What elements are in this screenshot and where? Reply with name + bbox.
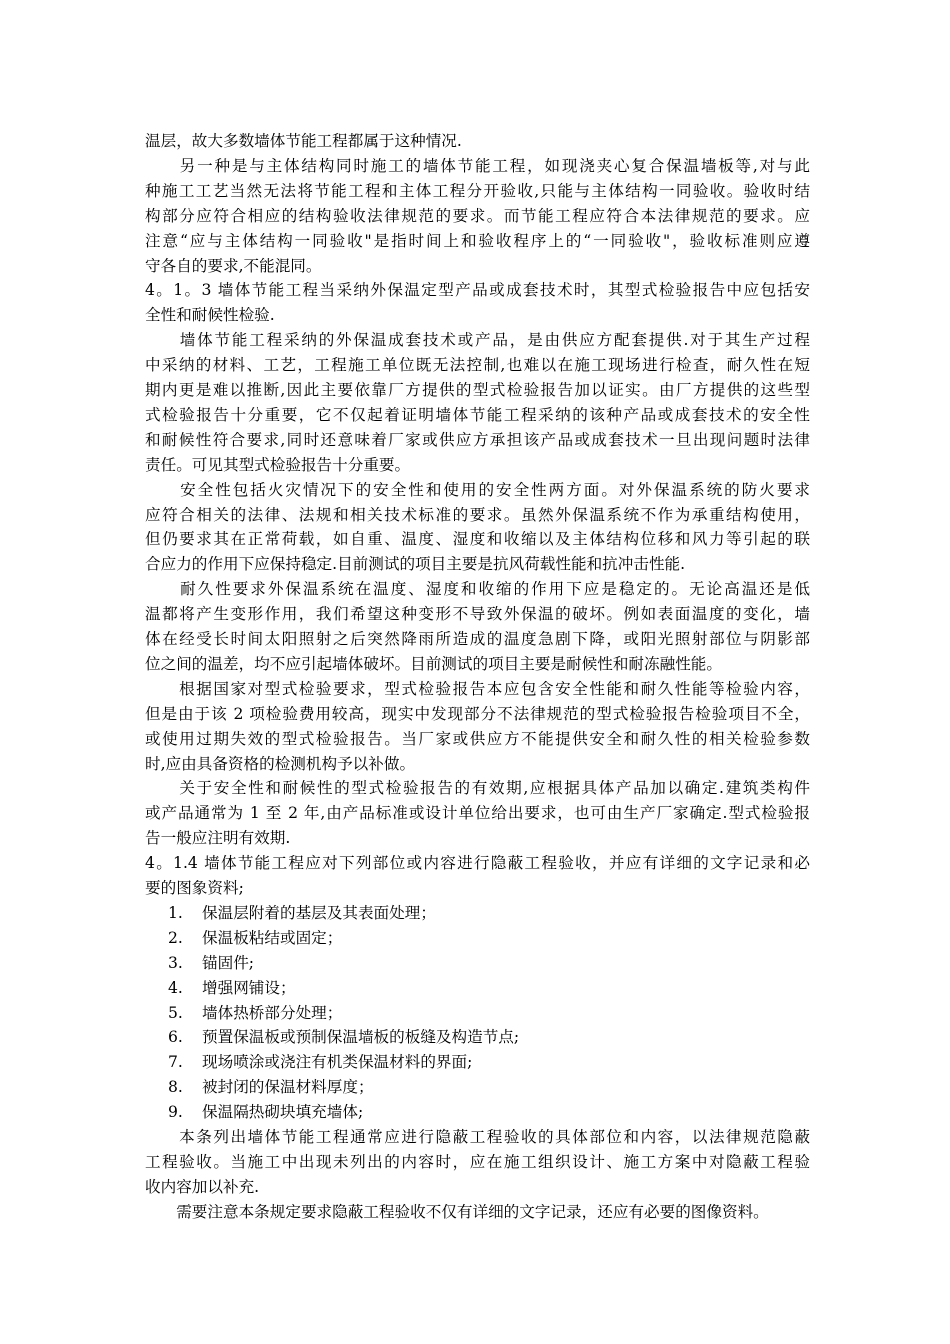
- text-line: 全性和耐候性检验.: [145, 306, 275, 325]
- text-line: 收内容加以补充.: [145, 1177, 260, 1196]
- text-line: 需要注意本条规定要求隐蔽工程验收不仅有详细的文字记录，还应有必要的图像资料。: [145, 1202, 769, 1221]
- list-item-number: 2.: [168, 928, 183, 947]
- list-item-number: 5.: [168, 1003, 183, 1022]
- text-line: 但仍要求其在正常荷载，如自重、温度、湿度和收缩以及主体结构位移和风力等引起的联: [145, 530, 810, 549]
- text-line: 关于安全性和耐候性的型式检验报告的有效期,应根据具体产品加以确定.建筑类构件: [145, 779, 810, 798]
- text-line: 中采纳的材料、工艺，工程施工单位既无法控制,也难以在施工现场进行检查，耐久性在短: [145, 356, 810, 375]
- text-line: 或使用过期失效的型式检验报告。当厂家或供应方不能提供安全和耐久性的相关检验参数: [145, 729, 810, 748]
- list-item-text: 保温隔热砌块填充墙体;: [202, 1103, 364, 1122]
- text-line: 本条列出墙体节能工程通常应进行隐蔽工程验收的具体部位和内容，以法律规范隐蔽: [145, 1128, 810, 1146]
- list-item-text: 保温板粘结或固定；: [202, 928, 343, 947]
- list-item: [168, 1049, 472, 1075]
- text-line: 耐久性要求外保温系统在温度、湿度和收缩的作用下应是稳定的。无论高温还是低: [145, 580, 810, 599]
- text-line: 安全性包括火灾情况下的安全性和使用的安全性两方面。对外保温系统的防火要求: [145, 480, 810, 499]
- list-item-text: 被封闭的保温材料厚度；: [202, 1078, 374, 1097]
- text-line: 式检验报告十分重要，它不仅起着证明墙体节能工程采纳的该种产品或成套技术的安全性: [145, 405, 810, 424]
- text-line: 时,应由具备资格的检测机构予以补做。: [145, 754, 416, 773]
- text-line: 告一般应注明有效期.: [145, 829, 291, 848]
- text-line: 墙体节能工程采纳的外保温成套技术或产品，是由供应方配套提供.对于其生产过程: [145, 331, 810, 350]
- list-item-number: 4.: [168, 978, 183, 997]
- list-item-number: 9.: [168, 1103, 183, 1122]
- text-line: 守各自的要求,不能混同。: [145, 256, 322, 275]
- list-item: [168, 1099, 363, 1125]
- text-line: 构部分应符合相应的结构验收法律规范的要求。而节能工程应符合本法律规范的要求。应: [145, 206, 810, 225]
- text-line: 或产品通常为 1 至 2 年,由产品标准或设计单位给出要求，也可由生产厂家确定.型式检验报: [145, 804, 810, 823]
- list-item-text: 保温层附着的基层及其表面处理；: [202, 903, 436, 922]
- text-line: 要的图象资料;: [145, 879, 244, 897]
- text-line: 工程验收。当施工中出现未列出的内容时，应在施工组织设计、施工方案中对隐蔽工程验: [145, 1152, 810, 1171]
- list-item-number: 1.: [168, 903, 183, 922]
- text-line: 但是由于该 2 项检验费用较高，现实中发现部分不法律规范的型式检验报告检验项目不全，: [145, 704, 810, 723]
- list-item-text: 锚固件;: [202, 953, 255, 972]
- text-line: 4。1.4 墙体节能工程应对下列部位或内容进行隐蔽工程验收，并应有详细的文字记录和必: [145, 854, 810, 873]
- list-item-text: 预置保温板或预制保温墙板的板缝及构造节点;: [202, 1028, 520, 1047]
- text-line: 温层，故大多数墙体节能工程都属于这种情况.: [145, 132, 462, 150]
- list-item-text: 增强网铺设；: [202, 978, 296, 997]
- text-line: 责任。可见其型式检验报告十分重要。: [145, 455, 411, 474]
- list-item: [168, 950, 254, 976]
- list-item: [168, 925, 342, 951]
- list-item-number: 8.: [168, 1078, 183, 1097]
- text-line: 根据国家对型式检验要求，型式检验报告本应包含安全性能和耐久性能等检验内容，: [145, 679, 810, 698]
- text-line: 体在经受长时间太阳照射之后突然降雨所造成的温度急剧下降，或阳光照射部位与阴影部: [145, 630, 810, 648]
- list-item: [168, 1024, 519, 1050]
- text-line: 温都将产生变形作用，我们希望这种变形不导致外保温的破坏。例如表面温度的变化，墙: [145, 605, 810, 624]
- text-line: 应符合相关的法律、法规和相关技术标准的要求。虽然外保温系统不作为承重结构使用，: [145, 505, 810, 524]
- text-line: 种施工工艺当然无法将节能工程和主体工程分开验收,只能与主体结构一同验收。验收时结: [145, 181, 810, 200]
- text-line: 位之间的温差，均不应引起墙体破坏。目前测试的项目主要是耐候性和耐冻融性能。: [145, 654, 722, 673]
- text-line: 另一种是与主体结构同时施工的墙体节能工程，如现浇夹心复合保温墙板等,对与此: [145, 156, 810, 175]
- text-line: 合应力的作用下应保持稳定.目前测试的项目主要是抗风荷载性能和抗冲击性能.: [145, 555, 686, 574]
- list-item-number: 6.: [168, 1028, 183, 1047]
- list-item-text: 现场喷涂或浇注有机类保温材料的界面;: [202, 1053, 473, 1072]
- text-line: 期内更是难以推断,因此主要依靠厂方提供的型式检验报告加以证实。由厂方提供的这些型: [145, 381, 810, 399]
- text-line: 和耐候性符合要求,同时还意味着厂家或供应方承担该产品或成套技术一旦出现问题时法律: [145, 430, 810, 449]
- list-item-text: 墙体热桥部分处理；: [202, 1003, 343, 1022]
- list-item: [168, 1000, 342, 1026]
- text-line: 4。1。3 墙体节能工程当采纳外保温定型产品或成套技术时，其型式检验报告中应包括安: [145, 281, 810, 300]
- list-item: [168, 900, 436, 926]
- list-item: [168, 1074, 374, 1100]
- text-line: 注意“应与主体结构一同验收"是指时间上和验收程序上的“一同验收"，验收标准则应遵: [145, 231, 810, 250]
- list-item-number: 3.: [168, 953, 183, 972]
- list-item-number: 7.: [168, 1053, 183, 1072]
- list-item: [168, 975, 296, 1001]
